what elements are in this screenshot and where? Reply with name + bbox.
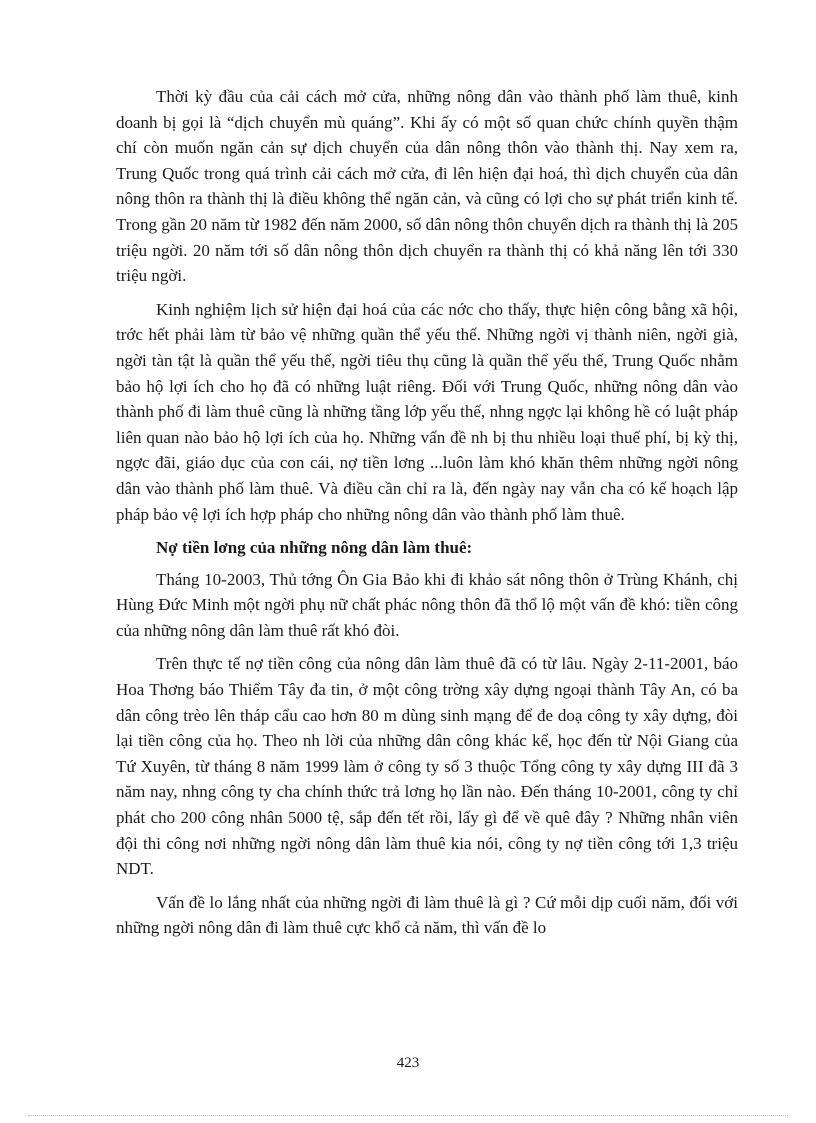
paragraph-chongqing: Tháng 10-2003, Thủ tớng Ôn Gia Bảo khi đi khảo sát nông thôn ở Trùng Khánh, chị Hùng Đức Minh một ngời phụ nữ chất phác nông thôn đã thổ lộ một vấn đề khó: tiền công của những nông dân làm thuê rất khó đòi. xyxy=(116,569,738,640)
paragraph-social-equity: Kinh nghiệm lịch sử hiện đại hoá của các nớc cho thấy, thực hiện công bằng xã hội, trớc hết phải làm từ bảo vệ những quần thể yếu thế. Những ngời vị thành niên, ngời già, ngời tàn tật là quần thể yếu thế, ngời tiêu thụ cũng là quần thể yếu thế, Trung Quốc nhằm bảo hộ lợi ích cho họ đã có những luật riêng. Đối với Trung Quốc, những nông dân vào thành phố đi làm thuê cũng là những tầng lớp yếu thế, nhng ngợc lại không hề có luật pháp liên quan nào bảo hộ lợi ích của họ. Những vấn đề nh bị thu nhiều loại thuế phí, bị kỳ thị, ngợc đãi, giáo dục của con cái, nợ tiền lơng ...luôn làm khó khăn thêm những ngời nông dân vào thành phố làm thuê. Và điều cần chỉ ra là, đến ngày nay vẫn cha có kế hoạch lập pháp bảo vệ lợi ích hợp pháp cho những nông dân vào thành phố làm thuê. xyxy=(116,299,738,524)
section-heading: Nợ tiền lơng của những nông dân làm thuê: xyxy=(156,538,473,558)
page-bottom-divider xyxy=(28,1115,788,1116)
paragraph-year-end-worries: Vấn đề lo lắng nhất của những ngời đi làm thuê là gì ? Cứ mỗi dịp cuối năm, đối với những ngời nông dân đi làm thuê cực khổ cả năm, thì vấn đề lo xyxy=(116,892,738,938)
paragraph-migration: Thời kỳ đầu của cải cách mở cửa, những nông dân vào thành phố làm thuê, kinh doanh bị gọi là “dịch chuyển mù quáng”. Khi ấy có một số quan chức chính quyền thậm chí còn muốn ngăn cản sự dịch chuyển của dân nông thôn vào thành thị. Nay xem ra, Trung Quốc trong quá trình cải cách mở cửa, đi lên hiện đại hoá, thì dịch chuyển của dân nông thôn ra thành thị là điều không thể ngăn cản, và cũng có lợi cho sự phát triển kinh tế. Trong gần 20 năm từ 1982 đến năm 2000, số dân nông thôn chuyển dịch ra thành thị là 205 triệu ngời. 20 năm tới số dân nông thôn dịch chuyển ra thành thị có khả năng lên tới 330 triệu ngời. xyxy=(116,87,738,286)
page-number: 423 xyxy=(396,1055,420,1071)
paragraph-wage-arrears: Trên thực tế nợ tiền công của nông dân làm thuê đã có từ lâu. Ngày 2-11-2001, báo Hoa Thơng báo Thiểm Tây đa tin, ở một công trờng xây dựng ngoại thành Tây An, có ba dân công trèo lên tháp cẩu cao hơn 80 m dùng sinh mạng để đe doạ công ty xây dựng, đòi lại tiền công của họ. Theo nh lời của những dân công khác kể, học đến từ Nội Giang của Tứ Xuyên, từ tháng 8 năm 1999 làm ở công ty số 3 thuộc Tổng công ty xây dựng III đã 3 năm nay, nhng công ty cha chính thức trả lơng họ lần nào. Đến tháng 10-2001, công ty chỉ phát cho 200 công nhân 5000 tệ, sắp đến tết rồi, lấy gì để về quê đây ? Những nhân viên đội thi công nơi những ngời nông dân làm thuê kia nói, công ty nợ tiền công tới 1,3 triệu NDT. xyxy=(116,654,738,879)
document-body xyxy=(116,84,738,949)
